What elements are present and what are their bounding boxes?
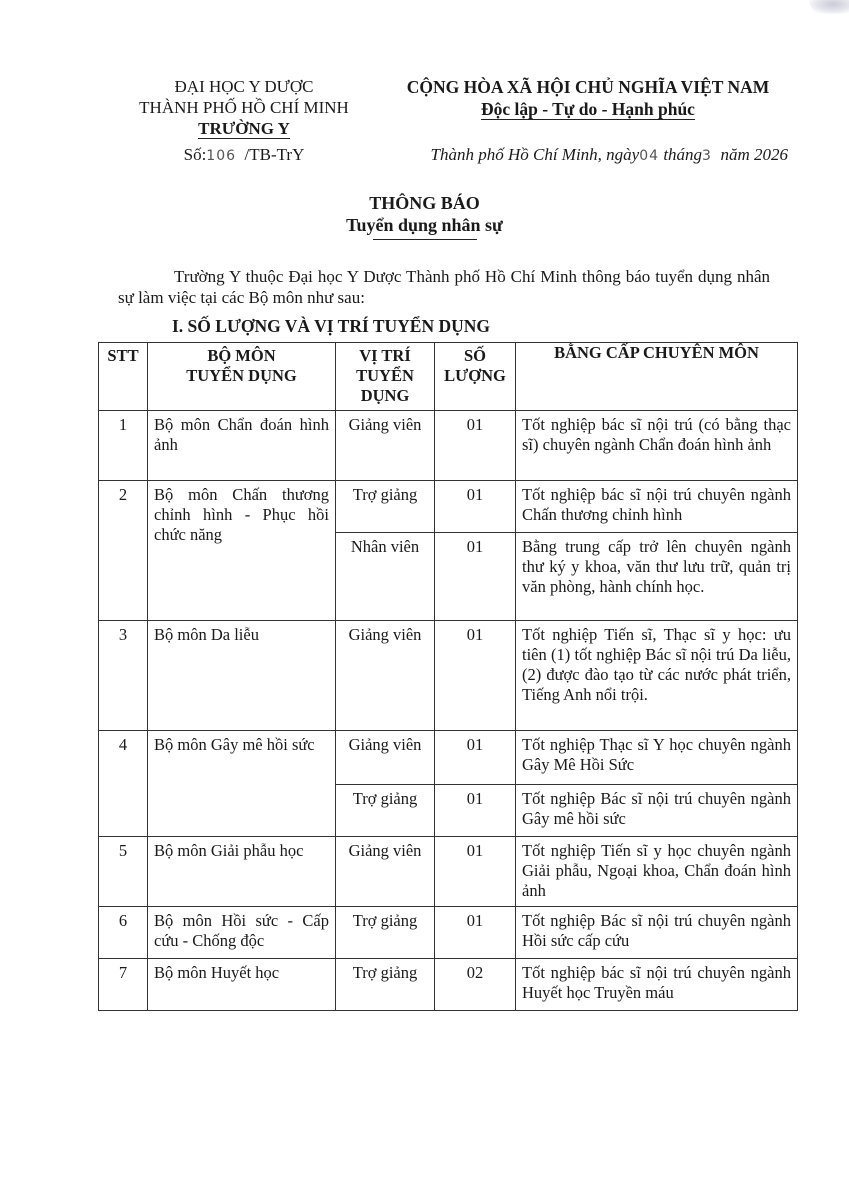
row-qualification: Bằng trung cấp trở lên chuyên ngành thư ký y khoa, văn thư lưu trữ, quản trị văn phòng, hành chính học. bbox=[516, 533, 798, 621]
table-row bbox=[99, 731, 798, 785]
row-stt: 3 bbox=[99, 621, 148, 731]
col-header-quantity bbox=[435, 343, 516, 411]
row-qualification: Tốt nghiệp bác sĩ nội trú chuyên ngành Chấn thương chỉnh hình bbox=[516, 481, 798, 533]
row-department: Bộ môn Hồi sức - Cấp cứu - Chống độc bbox=[148, 907, 336, 959]
row-position: Trợ giảng bbox=[336, 481, 435, 533]
document-number bbox=[118, 145, 370, 165]
row-qualification: Tốt nghiệp Tiến sĩ, Thạc sĩ y học: ưu tiên (1) tốt nghiệp Bác sĩ nội trú Da liễu, (2) được đào tạo từ các nước phát triển, Tiếng Anh nổi trội. bbox=[516, 621, 798, 731]
section-heading: I. SỐ LƯỢNG VÀ VỊ TRÍ TUYỂN DỤNG bbox=[172, 316, 490, 336]
row-position: Giảng viên bbox=[336, 621, 435, 731]
national-motto: Độc lập - Tự do - Hạnh phúc bbox=[481, 99, 695, 119]
row-position: Trợ giảng bbox=[336, 907, 435, 959]
scan-smudge bbox=[809, 0, 849, 14]
notice-title: THÔNG BÁO bbox=[369, 193, 480, 213]
col-header-department-line2: TUYỂN DỤNG bbox=[186, 366, 297, 385]
intro-paragraph bbox=[118, 266, 770, 308]
row-quantity: 01 bbox=[435, 785, 516, 837]
so-number-handwritten: 106 bbox=[206, 148, 237, 164]
row-qualification: Tốt nghiệp Tiến sĩ y học chuyên ngành Giải phẫu, Ngoại khoa, Chẩn đoán hình ảnh bbox=[516, 837, 798, 907]
row-qualification: Tốt nghiệp Bác sĩ nội trú chuyên ngành Gây mê hồi sức bbox=[516, 785, 798, 837]
row-quantity: 01 bbox=[435, 411, 516, 481]
date-month-label: tháng bbox=[663, 145, 703, 164]
table-header-row bbox=[99, 343, 798, 411]
col-header-quantity-line2: LƯỢNG bbox=[444, 366, 506, 385]
table-row bbox=[99, 837, 798, 907]
row-department: Bộ môn Huyết học bbox=[148, 959, 336, 1011]
issue-date bbox=[388, 145, 788, 165]
table-row bbox=[99, 907, 798, 959]
intro-text: Trường Y thuộc Đại học Y Dược Thành phố Hồ Chí Minh thông báo tuyển dụng nhân sự làm việc tại các Bộ môn như sau: bbox=[118, 267, 770, 307]
col-header-position-line3: DỤNG bbox=[360, 386, 410, 405]
col-header-position bbox=[336, 343, 435, 411]
row-stt: 7 bbox=[99, 959, 148, 1011]
row-stt: 2 bbox=[99, 481, 148, 621]
row-stt: 1 bbox=[99, 411, 148, 481]
col-header-qualification: BẰNG CẤP CHUYÊN MÔN bbox=[516, 343, 798, 411]
row-position: Giảng viên bbox=[336, 731, 435, 785]
row-quantity: 01 bbox=[435, 731, 516, 785]
so-suffix: /TB-TrY bbox=[244, 145, 305, 164]
col-header-stt: STT bbox=[99, 343, 148, 411]
row-qualification: Tốt nghiệp Bác sĩ nội trú chuyên ngành Hồi sức cấp cứu bbox=[516, 907, 798, 959]
notice-title-block bbox=[0, 192, 849, 240]
org-unit: TRƯỜNG Y bbox=[198, 119, 290, 138]
so-label: Số: bbox=[183, 145, 207, 164]
date-year: năm 2026 bbox=[720, 145, 788, 164]
row-department: Bộ môn Chấn thương chỉnh hình - Phục hồi chức năng bbox=[148, 481, 336, 621]
table-row bbox=[99, 959, 798, 1011]
row-qualification: Tốt nghiệp bác sĩ nội trú (có bằng thạc sĩ) chuyên ngành Chẩn đoán hình ảnh bbox=[516, 411, 798, 481]
row-quantity: 01 bbox=[435, 621, 516, 731]
row-position: Giảng viên bbox=[336, 837, 435, 907]
col-header-position-line2: TUYỂN bbox=[356, 366, 414, 385]
row-stt: 5 bbox=[99, 837, 148, 907]
col-header-position-line1: VỊ TRÍ bbox=[359, 346, 411, 365]
issuing-organization bbox=[118, 76, 370, 139]
row-quantity: 01 bbox=[435, 907, 516, 959]
country-name: CỘNG HÒA XÃ HỘI CHỦ NGHĨA VIỆT NAM bbox=[406, 77, 770, 97]
org-line-1: ĐẠI HỌC Y DƯỢC bbox=[174, 77, 314, 96]
table-row bbox=[99, 621, 798, 731]
col-header-quantity-line1: SỐ bbox=[463, 346, 486, 365]
col-header-department-line1: BỘ MÔN bbox=[207, 346, 276, 365]
row-position: Nhân viên bbox=[336, 533, 435, 621]
row-department: Bộ môn Gây mê hồi sức bbox=[148, 731, 336, 837]
date-prefix: Thành phố Hồ Chí Minh, ngày bbox=[430, 145, 640, 164]
row-quantity: 02 bbox=[435, 959, 516, 1011]
national-title bbox=[383, 76, 793, 120]
date-month-handwritten: 3 bbox=[702, 148, 712, 164]
row-position: Trợ giảng bbox=[336, 959, 435, 1011]
row-department: Bộ môn Da liễu bbox=[148, 621, 336, 731]
row-position: Trợ giảng bbox=[336, 785, 435, 837]
title-underline bbox=[373, 239, 477, 240]
row-position: Giảng viên bbox=[336, 411, 435, 481]
row-quantity: 01 bbox=[435, 481, 516, 533]
col-header-department bbox=[148, 343, 336, 411]
date-day-handwritten: 04 bbox=[639, 148, 660, 164]
row-stt: 6 bbox=[99, 907, 148, 959]
row-qualification: Tốt nghiệp bác sĩ nội trú chuyên ngành Huyết học Truyền máu bbox=[516, 959, 798, 1011]
table-row bbox=[99, 411, 798, 481]
row-stt: 4 bbox=[99, 731, 148, 837]
row-quantity: 01 bbox=[435, 837, 516, 907]
notice-subtitle: Tuyển dụng nhân sự bbox=[346, 215, 503, 235]
row-qualification: Tốt nghiệp Thạc sĩ Y học chuyên ngành Gây Mê Hồi Sức bbox=[516, 731, 798, 785]
recruitment-table bbox=[98, 342, 798, 1011]
org-line-2: THÀNH PHỐ HỒ CHÍ MINH bbox=[139, 98, 349, 117]
row-quantity: 01 bbox=[435, 533, 516, 621]
table-row bbox=[99, 481, 798, 533]
row-department: Bộ môn Giải phẫu học bbox=[148, 837, 336, 907]
row-department: Bộ môn Chẩn đoán hình ảnh bbox=[148, 411, 336, 481]
